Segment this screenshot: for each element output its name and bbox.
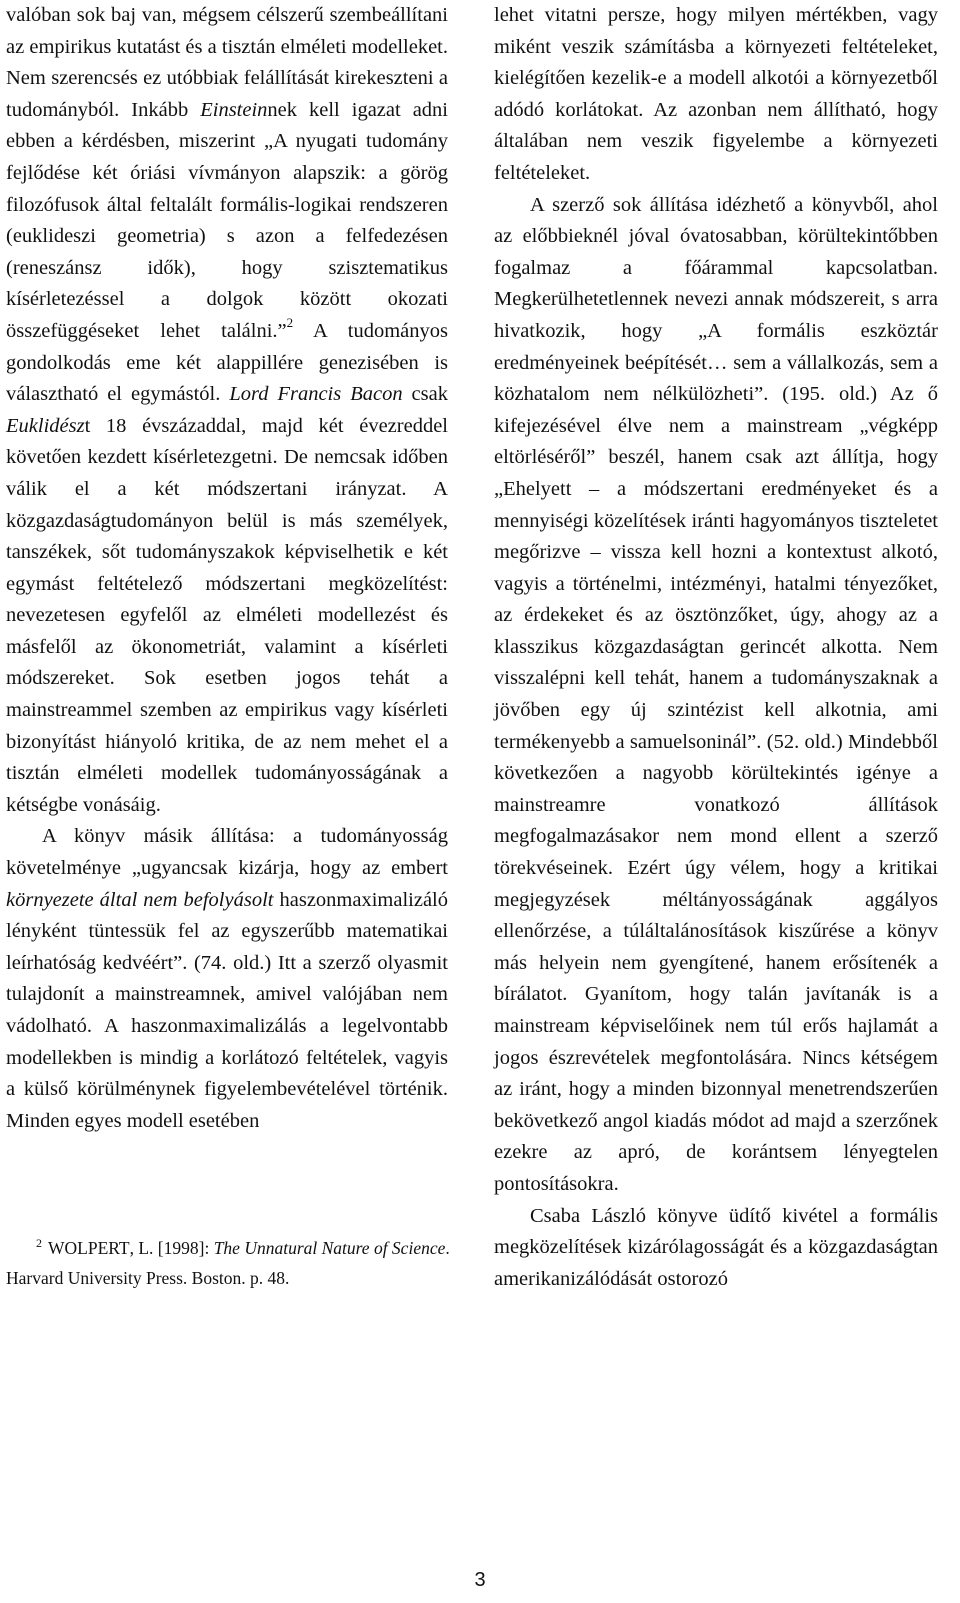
- euklides-name: Euklidész: [6, 414, 85, 437]
- einstein-name: Einstein: [200, 98, 268, 121]
- footnote-title: The Unnatural Nature of Science: [213, 1238, 446, 1258]
- paragraph: A szerző sok állítása idézhető a könyvből, ahol az előbbieknél jóval óvatosabban, körültekintőbben fogalmaz a főárammal kapcsolatban. Megkerülhetetlennek nevezi annak módszereit, s arra hivatkozik, hogy „A formális eszköztár eredményeinek beépítését… sem a vállalkozás, sem a közhatalom nem nélkülözheti”. (195. old.) Az ő kifejezésével élve nem a mainstream „végképp eltörléséről” beszél, hanem csak azt állítja, hogy „Ehelyett – a módszertani eredményeket és a mennyiségi közelítések iránti hagyományos tiszteletet megőrizve – vissza kell hozni a kontextust alkotó, vagyis a történelmi, intézményi, hatalmi tényezőket, az érdekeket és az ösztönzőket, úgy, ahogy az a klasszikus közgazdaságtan gerincét alkotta. Nem visszalépni kell tehát, hanem a tudományszaknak a jövőben egy új szintézist kell alkotnia, ami termékenyebb a samuelsoninál”. (52. old.) Mindebből következően a nagyobb körültekintés igénye a mainstreamre vonatkozó állítások megfogalmazásakor nem mond ellent a szerző törekvéseinek. Ezért úgy vélem, hogy a kritikai megjegyzések méltányosságának aggályos ellenőrzése, a túláltalánosítások kiszűrése a könyv más helyein nem gyengítené, hanem erősítenék a bírálatot. Gyanítom, hogy talán javítanák is a mainstream képviselőinek nem túl erős hajlamát a jogos észrevételek megfontolására. Nincs kétségem az iránt, hogy a minden bizonnyal menetrendszerűen bekövetkező angol kiadás módot ad majd a szerzőnek ezekre az apró, de korántsem lényegtelen pontosításokra.: [494, 193, 938, 1195]
- paragraph: lehet vitatni persze, hogy milyen mértékben, vagy miként veszik számításba a környezeti feltételeket, kielégítően kezelik-e a modell alkotói a környezetből adódó korlátokat. Az azonban nem állítható, hogy általában nem veszik figyelembe a környezeti feltételeket.: [494, 4, 938, 184]
- emphasis: környezete által nem befolyásolt: [6, 888, 274, 911]
- paragraph: Csaba László könyve üdítő kivétel a formális megközelítések kizárólagosságát és a közgazdaságtan amerikanizálódását ostorozó: [494, 1204, 938, 1290]
- footnote-mark: 2: [36, 1236, 42, 1251]
- paragraph: A könyv másik állítása: a tudományosság követelménye „ugyancsak kizárja, hogy az embert környezete által nem befolyásolt haszonmaximalizáló lényként tüntessük fel az egyszerűbb matematikai leírhatóság kedvéért”. (74. old.) Itt a szerző olyasmit tulajdonít a mainstreamnek, amivel valójában nem vádolható. A haszonmaximalizálás a legelvontabb modellekben is mindig a korlátozó feltételek, vagyis a külső körülménynek figyelembevételével történik. Minden egyes modell esetében: [6, 825, 449, 1132]
- bacon-name: Lord Francis Bacon: [229, 383, 403, 406]
- left-column: [6, 0, 448, 1137]
- footnote-reference: 2: [286, 315, 294, 331]
- page-number: 3: [474, 1569, 486, 1591]
- right-column: [494, 0, 938, 1295]
- footnote: $^2$ WOLPERT, L. [1998]: The Unnatural Nature of Science. Harvard University Press. Boston. p. 48.: [6, 1236, 450, 1288]
- paragraph: valóban sok baj van, mégsem célszerű szembeállítani az empirikus kutatást és a tisztán elméleti modelleket. Nem szerencsés ez utóbbiak felállítását kirekeszteni a tudományból. Inkább Einsteinnek kell igazat adni ebben a kérdésben, miszerint „A nyugati tudomány fejlődése két óriási vívmányon alapszik: a görög filozófusok által feltalált formális-logikai rendszeren (euklideszi geometria) s azon a felfedezésen (reneszánsz idők), hogy szisztematikus kísérletezéssel a dolgok között okozati összefüggéseket lehet találni.”$^2$ A tudományos gondolkodás eme két alappillére genezisében is választható el egymástól. Lord Francis Bacon csak Euklidészt 18 évszázaddal, majd két évezreddel követően kezdett kísérletezgetni. De nemcsak időben válik el a két módszertani irányzat. A közgazdaságtudományon belül is más személyek, tanszékek, sőt tudományszakok képviselhetik e két egymást feltételező módszertani megközelítést: nevezetesen egyfelől az elméleti modellezést és másfelől az ökonometriát, valamint a kísérleti módszereket. Sok esetben jogos tehát a mainstreammel szemben az empirikus vagy kísérleti bizonyítást hiányoló kritika, de az nem mehet el a tisztán elméleti modellek tudományosságának a kétségbe vonásáig.: [6, 4, 449, 816]
